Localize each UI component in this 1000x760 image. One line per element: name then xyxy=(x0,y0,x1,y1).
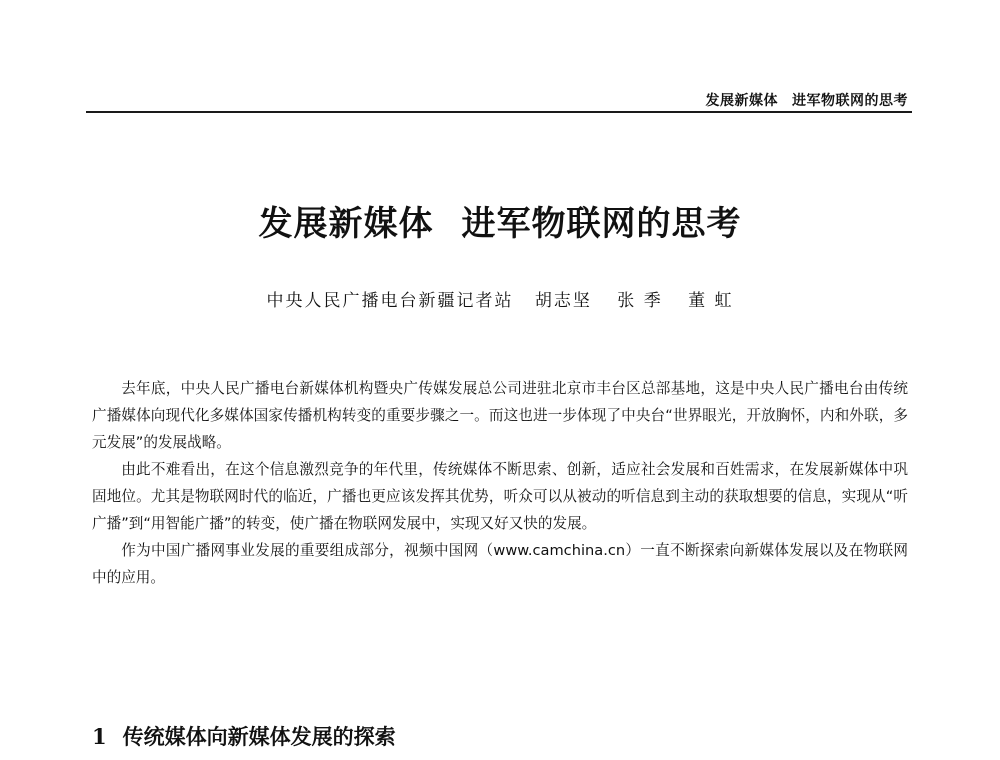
article-title xyxy=(0,196,1000,245)
paragraph: 作为中国广播网事业发展的重要组成部分，视频中国网（www.camchina.cn）一直不断探索向新媒体发展以及在物联网中的应用。 xyxy=(92,542,908,586)
running-head-part-1: 发展新媒体 xyxy=(705,93,778,109)
section-number: 1 xyxy=(92,724,107,749)
title-part-1: 发展新媒体 xyxy=(258,204,434,244)
section-heading xyxy=(92,721,396,751)
article-body xyxy=(92,375,908,591)
author-name: 董 虹 xyxy=(688,291,734,311)
affiliation: 中央人民广播电台新疆记者站 xyxy=(266,291,514,311)
header-rule xyxy=(86,111,912,113)
paragraph: 由此不难看出，在这个信息激烈竞争的年代里，传统媒体不断思索、创新，适应社会发展和百姓需求，在发展新媒体中巩固地位。尤其是物联网时代的临近，广播也更应该发挥其优势，听众可以从被动的听信息到主动的获取想要的信息，实现从“听广播”到“用智能广播”的转变，使广播在物联网发展中，实现又好又快的发展。 xyxy=(92,461,908,532)
running-head xyxy=(706,90,909,110)
paragraph: 去年底，中央人民广播电台新媒体机构暨央广传媒发展总公司进驻北京市丰台区总部基地，这是中央人民广播电台由传统广播媒体向现代化多媒体国家传播机构转变的重要步骤之一。而这也进一步体现了中央台“世界眼光，开放胸怀，内和外联，多元发展”的发展战略。 xyxy=(92,380,908,451)
author-name: 张 季 xyxy=(617,291,663,311)
byline xyxy=(0,286,1000,311)
running-head-part-2: 进军物联网的思考 xyxy=(792,93,908,109)
title-part-2: 进军物联网的思考 xyxy=(461,204,742,244)
author-name: 胡志坚 xyxy=(534,291,592,311)
section-title: 传统媒体向新媒体发展的探索 xyxy=(122,724,396,749)
